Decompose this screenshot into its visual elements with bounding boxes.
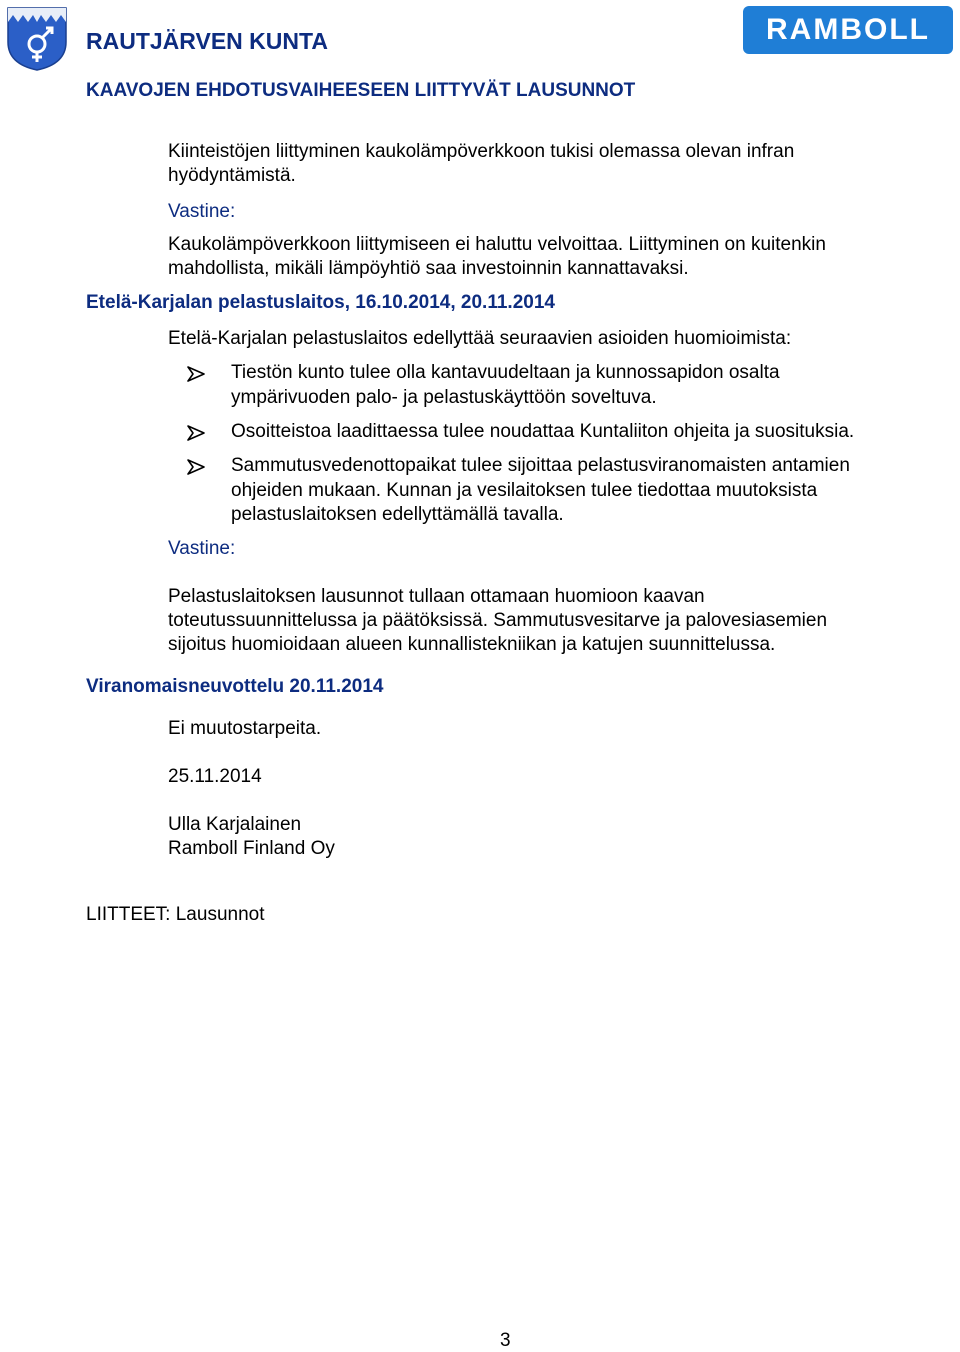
section-1-intro: Etelä-Karjalan pelastuslaitos edellyttää seuraavien asioiden huomioimista: — [168, 328, 792, 349]
arrow-bullet-icon — [186, 457, 206, 477]
section-2-text: Ei muutostarpeita. — [168, 718, 322, 739]
bullet-3-line-3: pelastuslaitoksen edellyttämällä tavalla. — [231, 504, 564, 525]
vastine-2-line-3: sijoitus huomioidaan alueen kunnallistekniikan ja katujen suunnittelussa. — [168, 634, 776, 655]
vastine-label-2: Vastine: — [168, 538, 236, 559]
signer-name: Ulla Karjalainen — [168, 814, 302, 835]
municipality-crest-icon — [6, 6, 68, 72]
arrow-bullet-icon — [186, 423, 206, 443]
bullet-3 — [231, 454, 931, 528]
section-heading-pelastuslaitos: Etelä-Karjalan pelastuslaitos, 16.10.2014, 20.11.2014 — [86, 292, 555, 313]
bullet-3-line-2: ohjeiden mukaan. Kunnan ja vesilaitoksen tulee tiedottaa muutoksista — [231, 479, 818, 501]
bullet-1-line-1: Tiestön kunto tulee olla kantavuudeltaan ja kunnossapidon osalta — [231, 362, 780, 383]
arrow-bullet-icon — [186, 364, 206, 384]
vastine-1-line-1: Kaukolämpöverkkoon liittymiseen ei haluttu velvoittaa. Liittyminen on kuitenkin — [168, 234, 826, 255]
page-number: 3 — [500, 1330, 511, 1351]
vastine-2-line-1: Pelastuslaitoksen lausunnot tullaan ottamaan huomioon kaavan — [168, 586, 705, 607]
document-subtitle: KAAVOJEN EHDOTUSVAIHEESEEN LIITTYVÄT LAUSUNNOT — [86, 80, 636, 101]
bullet-2 — [231, 420, 931, 445]
municipality-title: RAUTJÄRVEN KUNTA — [86, 28, 328, 54]
intro-line-1: Kiinteistöjen liittyminen kaukolämpöverkkoon tukisi olemassa olevan infran — [168, 141, 795, 162]
bullet-3-line-1: Sammutusvedenottopaikat tulee sijoittaa pelastusviranomaisten antamien — [231, 455, 850, 476]
intro-line-2: hyödyntämistä. — [168, 165, 296, 186]
vastine-label-1: Vastine: — [168, 201, 236, 222]
signer-company: Ramboll Finland Oy — [168, 838, 335, 859]
bullet-1-line-2: ympärivuoden palo- ja pelastuskäyttöön soveltuva. — [231, 386, 657, 408]
section-heading-viranomaisneuvottelu: Viranomaisneuvottelu 20.11.2014 — [86, 676, 384, 697]
ramboll-logo — [743, 6, 953, 54]
bullet-1 — [231, 361, 931, 410]
document-date: 25.11.2014 — [168, 766, 262, 787]
attachments-line: LIITTEET: Lausunnot — [86, 904, 265, 925]
vastine-2-line-2: toteutussuunnittelussa ja päätöksissä. Sammutusvesitarve ja palovesiasemien — [168, 610, 828, 631]
ramboll-logo-text: RAMBOLL — [766, 13, 930, 46]
vastine-1-line-2: mahdollista, mikäli lämpöyhtiö saa investoinnin kannattavaksi. — [168, 258, 689, 279]
bullet-2-line-1: Osoitteistoa laadittaessa tulee noudattaa Kuntaliiton ohjeita ja suosituksia. — [231, 421, 855, 442]
